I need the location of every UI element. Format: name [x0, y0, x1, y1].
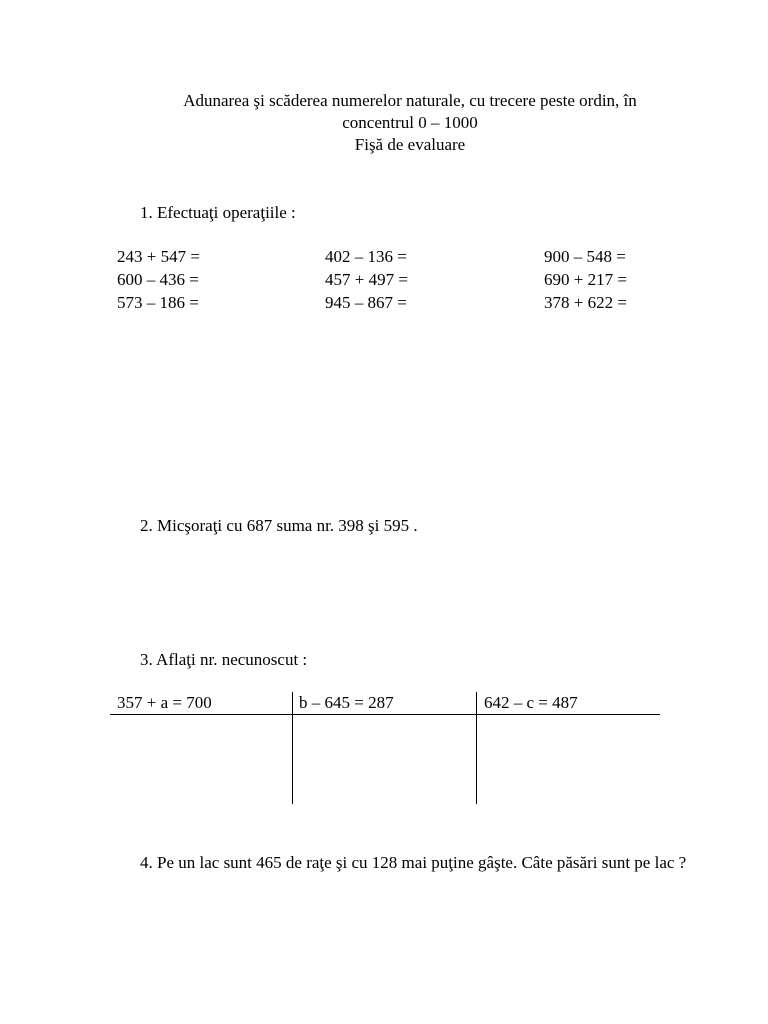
operation: 900 – 548 = — [544, 247, 626, 266]
question-4-text: 4. Pe un lac sunt 465 de raţe şi cu 128 mai puţine gâşte. Câte păsări sunt pe lac ? — [140, 853, 687, 872]
operation: 243 + 547 = — [117, 247, 200, 266]
table-cell-3: 642 – c = 487 — [484, 693, 578, 712]
table-cell-2: b – 645 = 287 — [299, 693, 394, 712]
table-column-divider-2 — [476, 692, 477, 804]
operation: 378 + 622 = — [544, 293, 627, 312]
title-line-3: Fişă de evaluare — [354, 135, 466, 154]
question-2-label: 2. Micşoraţi cu 687 suma nr. 398 şi 595 . — [140, 516, 418, 535]
operations-column-1 — [117, 245, 200, 314]
table-header-divider — [110, 714, 660, 715]
operation: 945 – 867 = — [325, 293, 407, 312]
title-line-2: concentrul 0 – 1000 — [342, 113, 478, 132]
operation: 690 + 217 = — [544, 270, 627, 289]
operation: 573 – 186 = — [117, 293, 199, 312]
operations-column-2 — [325, 245, 408, 314]
operation: 457 + 497 = — [325, 270, 408, 289]
operation: 402 – 136 = — [325, 247, 407, 266]
title-line-1: Adunarea şi scăderea numerelor naturale, cu trecere peste ordin, în — [183, 91, 637, 110]
question-3-label: 3. Aflaţi nr. necunoscut : — [140, 650, 308, 669]
worksheet-title — [110, 90, 710, 156]
table-cell-1: 357 + a = 700 — [117, 693, 212, 712]
question-1-label: 1. Efectuaţi operaţiile : — [140, 203, 296, 222]
operations-column-3 — [544, 245, 627, 314]
operation: 600 – 436 = — [117, 270, 199, 289]
table-column-divider-1 — [292, 692, 293, 804]
